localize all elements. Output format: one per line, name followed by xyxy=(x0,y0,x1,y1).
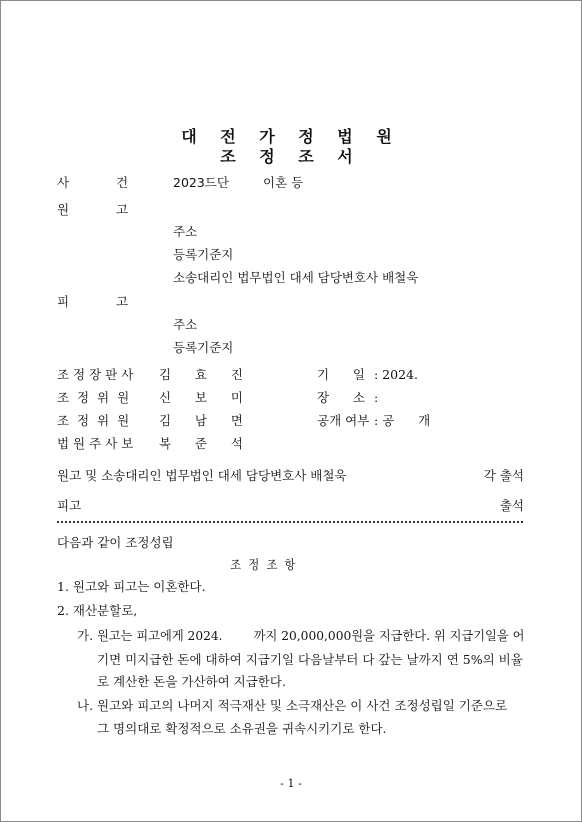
settlement-intro: 다음과 같이 조정성립 xyxy=(57,535,174,550)
term-ga-line: 로 계산한 돈을 가산하여 지급한다. xyxy=(97,674,286,689)
official-name: 신 보 미 xyxy=(159,390,243,405)
page-number: - 1 - xyxy=(280,777,302,790)
attendance-party: 피고 xyxy=(57,498,82,513)
defendant-address-label: 주소 xyxy=(173,317,198,332)
official-role: 조 정 위 원 xyxy=(57,390,130,405)
official-name: 복 준 석 xyxy=(159,436,243,451)
term-na-marker: 나. xyxy=(77,698,94,713)
case-label-b: 건 xyxy=(116,175,129,190)
official-name: 김 효 진 xyxy=(159,367,243,382)
term-ga-line: 기면 미지급한 돈에 대하여 지급기일 다음날부터 다 갚는 날까지 연 5%의 비율 xyxy=(97,652,523,667)
defendant-label-a: 피 xyxy=(57,294,70,309)
case-name: 이혼 등 xyxy=(263,175,304,190)
disclosure-label: 공개 여부 xyxy=(317,413,370,428)
plaintiff-registry-label: 등록기준지 xyxy=(173,247,234,262)
plaintiff-counsel: 소송대리인 법무법인 대세 담당변호사 배철욱 xyxy=(173,270,419,285)
document-title: 조 정 조 서 xyxy=(220,147,362,166)
dotted-divider xyxy=(57,521,523,523)
official-role: 조 정 위 원 xyxy=(57,413,130,428)
court-name: 대 전 가 정 법 원 xyxy=(181,127,401,146)
defendant-label-b: 고 xyxy=(116,294,129,309)
plaintiff-address-label: 주소 xyxy=(173,224,198,239)
case-number: 2023드단 xyxy=(173,175,229,190)
term-ga-marker: 가. xyxy=(77,628,94,643)
term-na-line: 원고와 피고의 나머지 적극재산 및 소극재산은 이 사건 조정성립일 기준으로 xyxy=(97,698,508,713)
term-ga-line: 원고는 피고에게 2024. 까지 20,000,000원을 지급한다. 위 지급기일을 어 xyxy=(97,628,525,643)
hearing-place-value: : xyxy=(374,390,379,405)
case-label-a: 사 xyxy=(57,175,70,190)
term-2: 2. 재산분할로, xyxy=(57,603,138,618)
attendance-party: 원고 및 소송대리인 법무법인 대세 담당변호사 배철욱 xyxy=(57,468,347,483)
attendance-status: 출석 xyxy=(499,498,524,513)
plaintiff-label-a: 원 xyxy=(57,202,70,217)
hearing-date-value: : 2024. xyxy=(374,367,418,382)
hearing-place-label: 장 소 xyxy=(317,390,365,405)
official-name: 김 남 면 xyxy=(159,413,243,428)
disclosure-value: : 공 개 xyxy=(374,413,431,428)
attendance-status: 각 출석 xyxy=(483,468,524,483)
official-role: 법 원 주 사 보 xyxy=(57,436,134,451)
plaintiff-label-b: 고 xyxy=(116,202,129,217)
official-role: 조 정 장 판 사 xyxy=(57,367,134,382)
term-na-line: 그 명의대로 확정적으로 소유권을 귀속시키기로 한다. xyxy=(97,721,387,736)
defendant-registry-label: 등록기준지 xyxy=(173,340,234,355)
term-1: 1. 원고와 피고는 이혼한다. xyxy=(57,579,206,594)
terms-title: 조 정 조 항 xyxy=(230,557,296,572)
hearing-date-label: 기 일 xyxy=(317,367,365,382)
